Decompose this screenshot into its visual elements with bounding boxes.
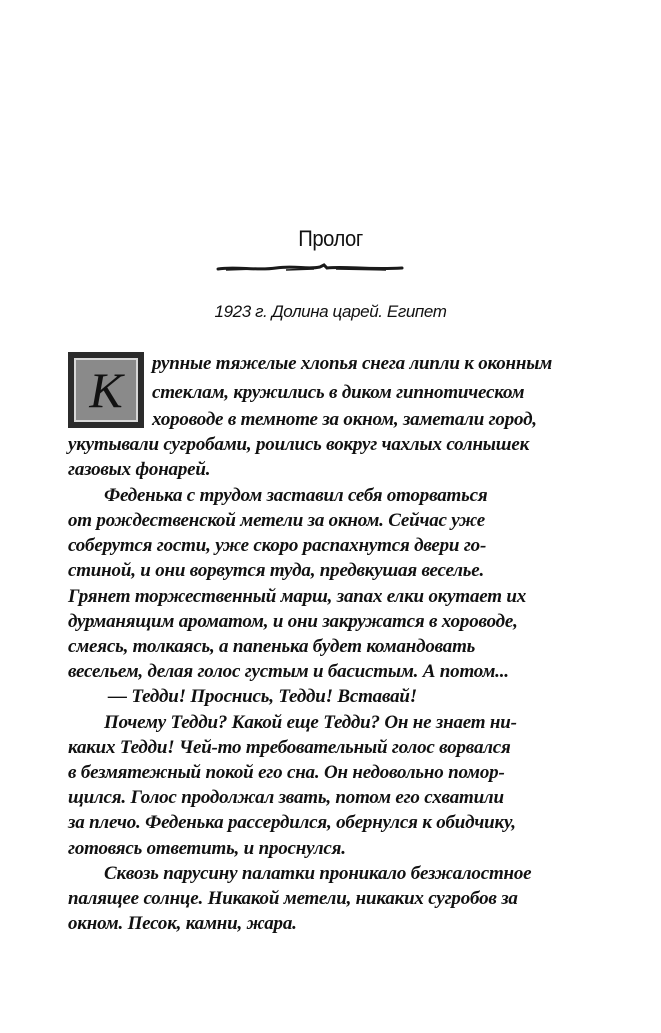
body-line: Сквозь парусину палатки проникало безжалостное <box>104 863 532 884</box>
body-line: дурманящим ароматом, и они закружатся в хороводе, <box>68 611 518 632</box>
body-line: Грянет торжественный марш, запах елки окутает их <box>68 586 527 607</box>
body-line: хороводе в темноте за окном, заметали город, <box>152 409 537 430</box>
body-line: в безмятежный покой его сна. Он недовольно помор- <box>68 762 505 783</box>
chapter-subtitle: 1923 г. Долина царей. Египет <box>214 302 447 321</box>
ornament-divider <box>216 262 404 274</box>
drop-cap-letter: К <box>74 358 138 422</box>
drop-cap <box>68 352 144 428</box>
body-line: каких Тедди! Чей-то требовательный голос ворвался <box>68 737 511 758</box>
body-line: щился. Голос продолжал звать, потом его схватили <box>68 787 504 808</box>
body-line: за плечо. Феденька рассердился, обернулся к обидчику, <box>68 812 516 833</box>
body-line: смеясь, толкаясь, а папенька будет командовать <box>68 636 476 657</box>
body-line: газовых фонарей. <box>68 459 211 480</box>
body-line: стиной, и они ворвутся туда, предвкушая веселье. <box>68 560 485 581</box>
body-line: палящее солнце. Никакой метели, никаких сугробов за <box>68 888 518 909</box>
body-line: окном. Песок, камни, жара. <box>68 913 297 934</box>
body-line: рупные тяжелые хлопья снега липли к оконным <box>152 353 553 374</box>
chapter-title: Пролог <box>298 226 363 251</box>
body-line: весельем, делая голос густым и басистым. А потом... <box>68 661 509 682</box>
body-line: Феденька с трудом заставил себя оторваться <box>104 485 488 506</box>
body-line: от рождественской метели за окном. Сейчас уже <box>68 510 485 531</box>
body-line: укутывали сугробами, роились вокруг чахлых солнышек <box>68 434 530 455</box>
body-line: соберутся гости, уже скоро распахнутся двери го- <box>68 535 487 556</box>
body-line: готовясь ответить, и проснулся. <box>68 838 346 859</box>
body-line: — Тедди! Проснись, Тедди! Вставай! <box>108 686 417 707</box>
body-line: Почему Тедди? Какой еще Тедди? Он не знает ни- <box>104 712 517 733</box>
body-line: стеклам, кружились в диком гипнотическом <box>152 382 525 403</box>
